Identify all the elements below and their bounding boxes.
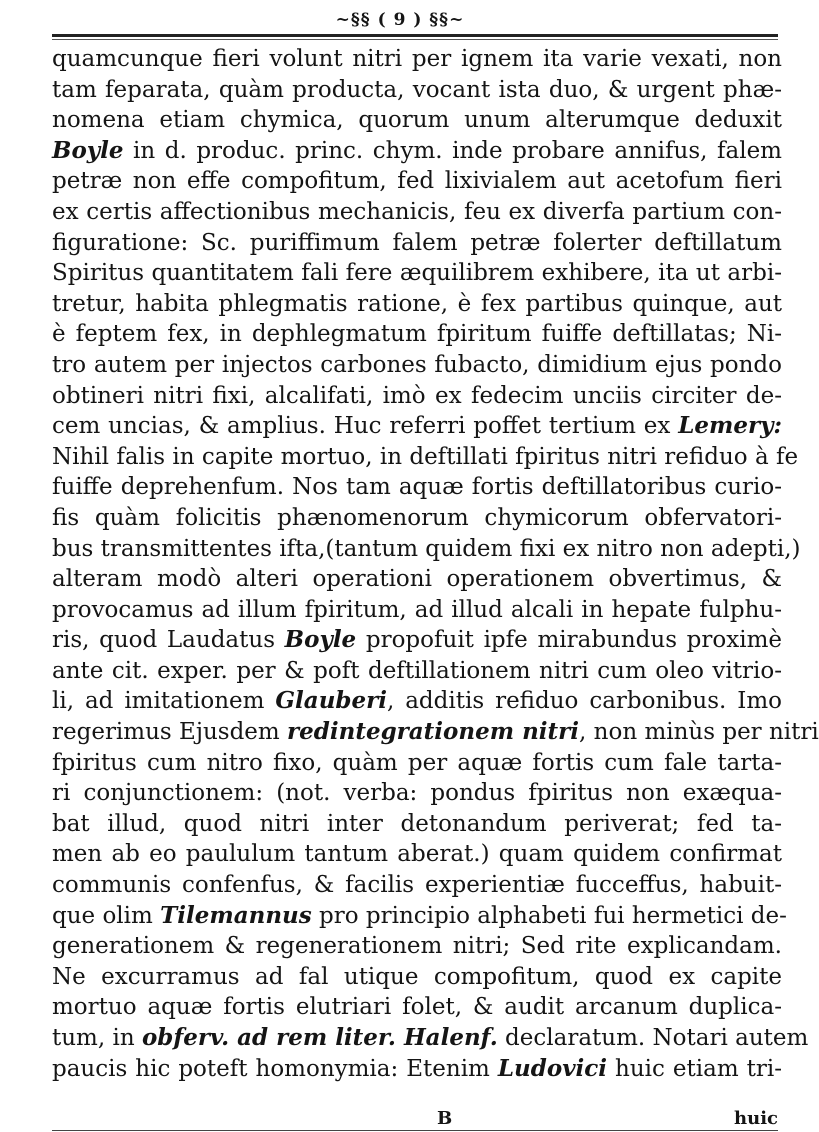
text-segment: , non minùs per nitri bbox=[579, 719, 819, 746]
text-segment: ante cit. exper. per & poft deftillationem nitri cum oleo vitrio- bbox=[52, 657, 782, 684]
text-line bbox=[52, 748, 782, 779]
text-segment: fpiritus cum nitro fixo, quàm per aquæ fortis cum fale tarta- bbox=[52, 749, 782, 776]
ornament-left: ~§§ bbox=[335, 10, 371, 30]
body-text bbox=[52, 44, 819, 1084]
text-line bbox=[52, 778, 782, 809]
text-segment: Nihil falis in capite mortuo, in deftillati fpiritus nitri refiduo à fe bbox=[52, 443, 799, 470]
text-line bbox=[52, 839, 782, 870]
text-segment: tam feparata, quàm producta, vocant ista duo, & urgent phæ- bbox=[52, 76, 782, 103]
page-footer bbox=[52, 1110, 778, 1131]
text-segment: Spiritus quantitatem fali fere æquilibrem exhibere, ita ut arbi- bbox=[52, 260, 782, 287]
text-line bbox=[52, 136, 782, 167]
text-line bbox=[52, 656, 782, 687]
text-segment: que olim bbox=[52, 902, 161, 929]
text-line bbox=[52, 686, 782, 717]
signature-mark: B bbox=[437, 1108, 453, 1129]
text-line bbox=[52, 1023, 809, 1054]
text-line bbox=[52, 289, 782, 320]
text-line bbox=[52, 197, 782, 228]
italic-name: Tilemannus bbox=[160, 901, 312, 929]
text-segment: petræ non effe compofitum, fed lixivialem aut acetofum fieri bbox=[52, 168, 782, 195]
text-line bbox=[52, 503, 782, 534]
text-segment: generationem & regenerationem nitri; Sed rite explicandam. bbox=[52, 933, 782, 960]
text-line bbox=[52, 1054, 782, 1085]
text-line bbox=[52, 564, 782, 595]
text-segment: nomena etiam chymica, quorum unum alterumque deduxit bbox=[52, 107, 782, 134]
text-segment: tro autem per injectos carbones fubacto, dimidium ejus pondo bbox=[52, 351, 782, 378]
header-rule-thin bbox=[52, 39, 778, 40]
text-segment: paucis hic poteft homonymia: Etenim bbox=[52, 1055, 498, 1082]
text-line bbox=[52, 962, 782, 993]
text-segment: fuiffe deprehenfum. Nos tam aquæ fortis deftillatoribus curio- bbox=[52, 474, 782, 501]
text-line bbox=[52, 534, 801, 565]
text-line bbox=[52, 625, 782, 656]
text-segment: regerimus Ejusdem bbox=[52, 719, 288, 746]
text-segment: cem uncias, & amplius. Huc referri poffet tertium ex bbox=[52, 413, 679, 440]
text-line bbox=[52, 809, 782, 840]
italic-name: obferv. ad rem liter. Halenf. bbox=[141, 1024, 498, 1051]
text-line bbox=[52, 44, 782, 75]
ornament-right: §§~ bbox=[429, 10, 465, 30]
text-segment: alteram modò alteri operationi operationem obvertimus, & bbox=[52, 566, 782, 593]
text-segment: figuratione: Sc. puriffimum falem petræ folerter deftillatum bbox=[52, 229, 782, 256]
italic-name: redintegrationem nitri bbox=[287, 718, 580, 746]
text-line bbox=[52, 931, 782, 962]
italic-name: Boyle bbox=[52, 136, 124, 164]
text-line bbox=[52, 595, 782, 626]
page-number: ( 9 ) bbox=[377, 10, 423, 30]
italic-name: Ludovici bbox=[497, 1054, 608, 1082]
text-segment: bat illud, quod nitri inter detonandum periverat; fed ta- bbox=[52, 810, 782, 837]
text-segment: propofuit ipfe mirabundus proximè bbox=[356, 627, 782, 654]
text-line bbox=[52, 105, 782, 136]
text-segment: provocamus ad illum fpiritum, ad illud alcali in hepate fulphu- bbox=[52, 596, 782, 623]
text-segment: tretur, habita phlegmatis ratione, è fex partibus quinque, aut bbox=[52, 290, 782, 317]
text-line bbox=[52, 411, 782, 442]
text-segment: quamcunque fieri volunt nitri per ignem ita varie vexati, non bbox=[52, 46, 782, 72]
text-line bbox=[52, 381, 782, 412]
text-segment: huic etiam tri- bbox=[607, 1055, 782, 1082]
text-segment: men ab eo paululum tantum aberat.) quam quidem confirmat bbox=[52, 841, 782, 868]
text-segment: li, ad imitationem bbox=[52, 688, 276, 715]
italic-name: Lemery: bbox=[678, 412, 782, 440]
text-segment: declaratum. Notari autem bbox=[497, 1025, 809, 1051]
text-line bbox=[52, 166, 782, 197]
text-line bbox=[52, 75, 782, 106]
text-segment: tum, in bbox=[52, 1025, 142, 1051]
text-segment: pro principio alphabeti fui hermetici de- bbox=[311, 902, 787, 929]
text-line bbox=[52, 442, 799, 473]
italic-name: Glauberi bbox=[275, 687, 387, 715]
text-line bbox=[52, 992, 782, 1023]
text-segment: bus transmittentes ifta,(tantum quidem fixi ex nitro non adepti,) bbox=[52, 535, 801, 562]
catchword: huic bbox=[734, 1108, 778, 1129]
text-line bbox=[52, 717, 819, 748]
text-segment: ri conjunctionem: (not. verba: pondus fpiritus non exæqua- bbox=[52, 780, 782, 807]
text-segment: obtineri nitri fixi, alcalifati, imò ex fedecim unciis circiter de- bbox=[52, 382, 782, 409]
text-line bbox=[52, 472, 782, 503]
text-segment: , additis refiduo carbonibus. Imo bbox=[386, 688, 782, 715]
text-segment: in d. produc. princ. chym. inde probare annifus, falem bbox=[123, 137, 782, 164]
text-segment: fis quàm folicitis phænomenorum chymicorum obfervatori- bbox=[52, 504, 782, 531]
text-segment: ex certis affectionibus mechanicis, feu ex diverfa partium con- bbox=[52, 198, 782, 225]
text-segment: mortuo aquæ fortis elutriari folet, & audit arcanum duplica- bbox=[52, 994, 782, 1021]
text-line bbox=[52, 901, 787, 932]
italic-name: Boyle bbox=[284, 626, 357, 654]
header-rule bbox=[52, 34, 778, 37]
text-line bbox=[52, 350, 782, 381]
text-line bbox=[52, 228, 782, 259]
text-line bbox=[52, 319, 782, 350]
text-segment: ris, quod Laudatus bbox=[52, 627, 285, 654]
text-segment: Ne excurramus ad fal utique compofitum, quod ex capite bbox=[52, 963, 782, 990]
text-line bbox=[52, 258, 782, 289]
page-header bbox=[0, 10, 800, 30]
text-segment: è feptem fex, in dephlegmatum fpiritum fuiffe deftillatas; Ni- bbox=[52, 321, 782, 348]
text-segment: communis confenfus, & facilis experientiæ fucceffus, habuit- bbox=[52, 872, 782, 899]
text-line bbox=[52, 870, 782, 901]
